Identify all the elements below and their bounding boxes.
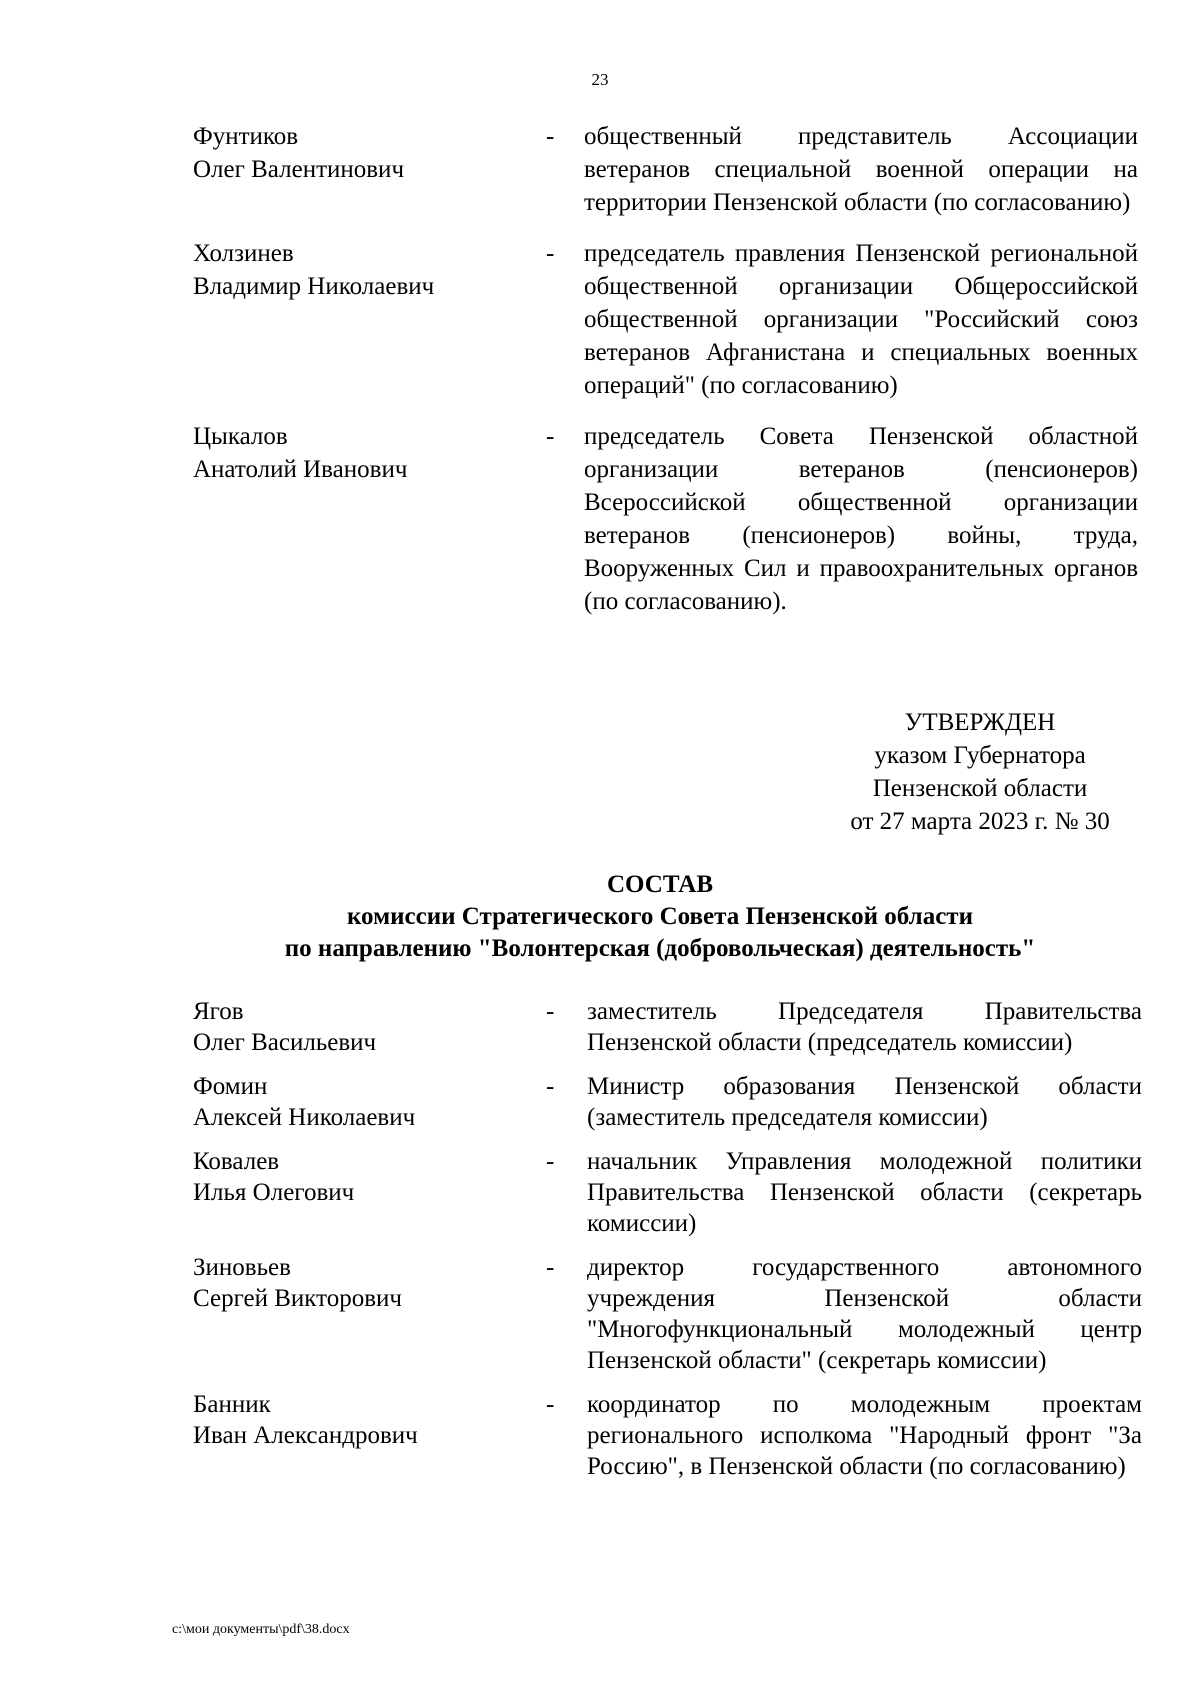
commission-member-list xyxy=(193,996,1142,1495)
member-row xyxy=(193,420,1139,618)
member-role: председатель правления Пензенской региональной общественной организации Общероссийской общественной организации "Российский союз ветеранов Афганистана и специальных военных операций" (по согласованию) xyxy=(584,240,1138,399)
member-name xyxy=(193,1146,533,1208)
member-name xyxy=(193,996,533,1058)
page-number: 23 xyxy=(591,70,609,89)
member-surname: Ковалев xyxy=(193,1148,280,1175)
approval-authority: указом Губернатора xyxy=(874,742,1086,769)
member-role: общественный представитель Ассоциации ветеранов специальной военной операции на территории Пензенской области (по согласованию) xyxy=(584,123,1138,216)
member-row xyxy=(193,1146,1142,1239)
heading-title: СОСТАВ xyxy=(606,871,714,898)
member-name xyxy=(193,1389,533,1451)
member-given-names: Сергей Викторович xyxy=(193,1285,402,1312)
member-name xyxy=(193,1252,533,1314)
member-dash: - xyxy=(546,423,555,450)
member-surname: Холзинев xyxy=(193,240,294,267)
member-given-names: Иван Александрович xyxy=(193,1422,418,1449)
member-row xyxy=(193,237,1139,402)
approval-block xyxy=(820,706,1140,838)
member-row xyxy=(193,120,1139,219)
member-role: координатор по молодежным проектам регионального исполкома "Народный фронт "За Россию", в Пензенской области (по согласованию) xyxy=(587,1391,1142,1480)
member-surname: Зиновьев xyxy=(193,1254,291,1281)
member-surname: Фунтиков xyxy=(193,123,299,150)
heading-line-2: комиссии Стратегического Совета Пензенской области xyxy=(346,903,973,930)
approval-date: от 27 марта 2023 г. № 30 xyxy=(850,808,1110,835)
member-dash: - xyxy=(546,1148,555,1175)
member-row xyxy=(193,996,1142,1058)
member-given-names: Алексей Николаевич xyxy=(193,1104,416,1131)
member-dash: - xyxy=(546,1391,555,1418)
member-name xyxy=(193,237,533,303)
member-row xyxy=(193,1071,1142,1133)
member-dash: - xyxy=(546,240,555,267)
member-role: председатель Совета Пензенской областной организации ветеранов (пенсионеров) Всероссийской общественной организации ветеранов (пенсионеров) войны, труда, Вооруженных Сил и правоохранительных органов (по согласованию). xyxy=(584,423,1138,615)
heading-line-3: по направлению "Волонтерская (добровольческая) деятельность" xyxy=(284,935,1036,962)
footer-file-path: c:\мои документы\pdf\38.docx xyxy=(172,1622,350,1637)
member-name xyxy=(193,420,533,486)
member-surname: Ягов xyxy=(193,998,244,1025)
member-dash: - xyxy=(546,123,555,150)
member-surname: Цыкалов xyxy=(193,423,288,450)
member-dash: - xyxy=(546,1254,555,1281)
member-name xyxy=(193,1071,533,1133)
member-name xyxy=(193,120,533,186)
member-dash: - xyxy=(546,1073,555,1100)
member-surname: Банник xyxy=(193,1391,271,1418)
member-given-names: Олег Валентинович xyxy=(193,156,405,183)
member-surname: Фомин xyxy=(193,1073,268,1100)
member-given-names: Илья Олегович xyxy=(193,1179,355,1206)
document-heading xyxy=(0,869,1200,965)
continued-member-list xyxy=(193,120,1139,636)
member-role: начальник Управления молодежной политики Правительства Пензенской области (секретарь комиссии) xyxy=(587,1148,1142,1237)
member-row xyxy=(193,1252,1142,1376)
member-dash: - xyxy=(546,998,555,1025)
approval-status: УТВЕРЖДЕН xyxy=(904,709,1056,736)
member-given-names: Владимир Николаевич xyxy=(193,273,435,300)
approval-region: Пензенской области xyxy=(872,775,1088,802)
member-row xyxy=(193,1389,1142,1482)
member-role: заместитель Председателя Правительства Пензенской области (председатель комиссии) xyxy=(587,998,1142,1056)
member-role: директор государственного автономного учреждения Пензенской области "Многофункциональный молодежный центр Пензенской области" (секретарь комиссии) xyxy=(587,1254,1142,1374)
member-given-names: Анатолий Иванович xyxy=(193,456,408,483)
member-given-names: Олег Васильевич xyxy=(193,1029,377,1056)
member-role: Министр образования Пензенской области (заместитель председателя комиссии) xyxy=(587,1073,1142,1131)
